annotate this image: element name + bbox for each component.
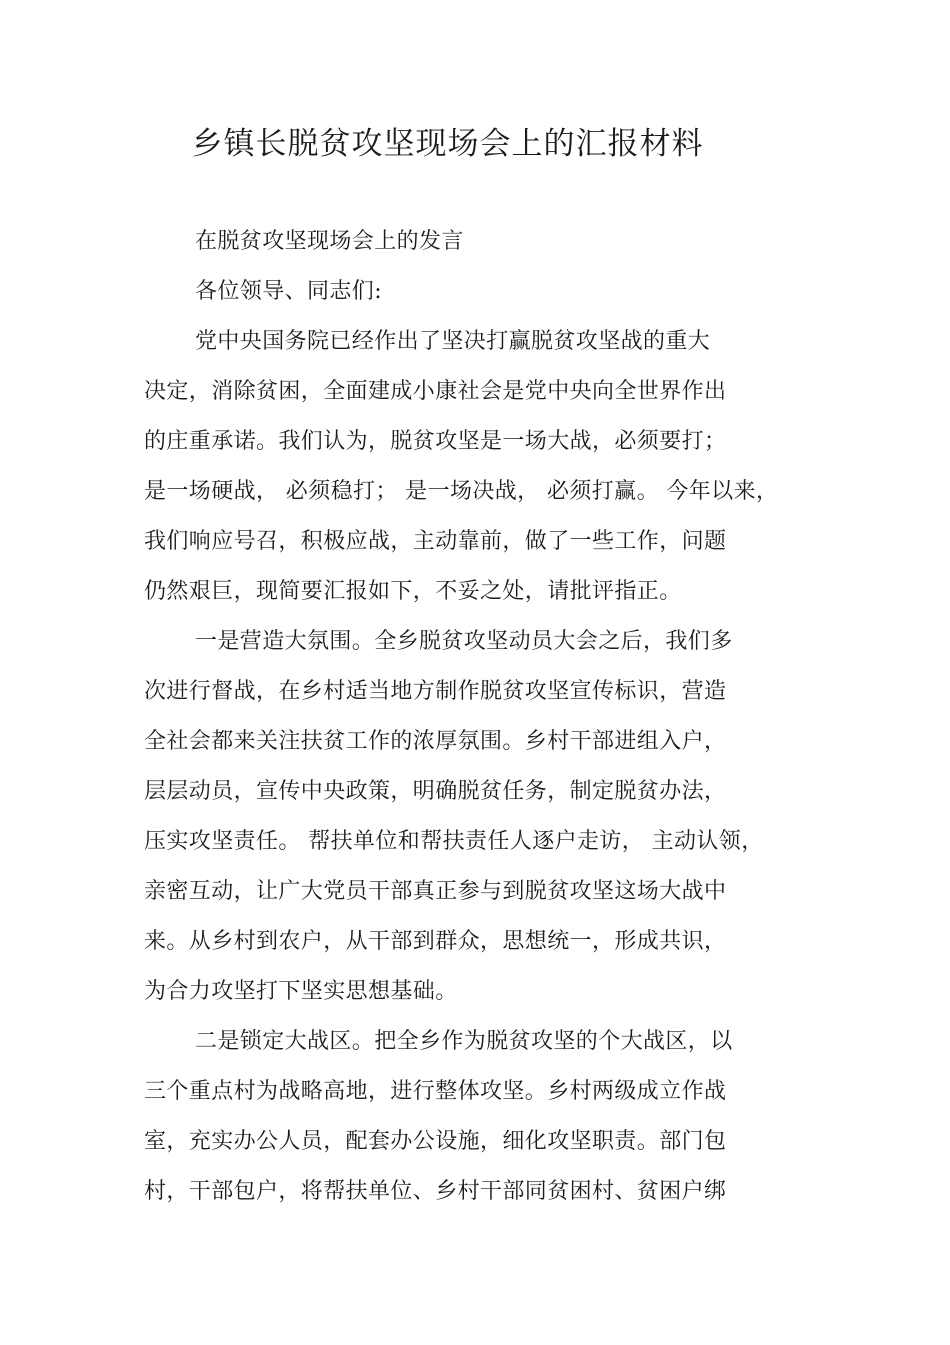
paragraph-line: 亲密互动，让广大党员干部真正参与到脱贫攻坚这场大战中 (144, 879, 727, 904)
paragraph-line: 一是营造大氛围。全乡脱贫攻坚动员大会之后，我们多 (195, 629, 733, 654)
salutation-line: 各位领导、同志们: (195, 279, 383, 304)
paragraph-line: 三个重点村为战略高地，进行整体攻坚。乡村两级成立作战 (144, 1079, 727, 1104)
paragraph-line: 村，干部包户，将帮扶单位、乡村干部同贫困村、贫困户绑 (144, 1179, 727, 1204)
paragraph-line: 决定，消除贫困，全面建成小康社会是党中央向全世界作出 (144, 379, 727, 404)
paragraph-line: 次进行督战，在乡村适当地方制作脱贫攻坚宣传标识，营造 (144, 679, 727, 704)
paragraph-line: 是一场硬战， 必须稳打； 是一场决战， 必须打赢。 今年以来， (144, 479, 779, 504)
paragraph-line: 来。从乡村到农户，从干部到群众，思想统一，形成共识， (144, 929, 727, 954)
subtitle-line: 在脱贫攻坚现场会上的发言 (195, 229, 464, 254)
paragraph-line: 压实攻坚责任。 帮扶单位和帮扶责任人逐户走访， 主动认领， (144, 829, 764, 854)
paragraph-line: 全社会都来关注扶贫工作的浓厚氛围。乡村干部进组入户， (144, 729, 727, 754)
paragraph-line: 党中央国务院已经作出了坚决打赢脱贫攻坚战的重大 (195, 329, 711, 354)
paragraph-line: 二是锁定大战区。把全乡作为脱贫攻坚的个大战区，以 (195, 1029, 733, 1054)
paragraph-line: 的庄重承诺。我们认为，脱贫攻坚是一场大战，必须要打； (144, 429, 727, 454)
paragraph-line: 我们响应号召，积极应战，主动靠前，做了一些工作，问题 (144, 529, 727, 554)
document-title: 乡镇长脱贫攻坚现场会上的汇报材料 (191, 126, 704, 162)
paragraph-line: 为合力攻坚打下坚实思想基础。 (144, 979, 458, 1004)
paragraph-line: 仍然艰巨，现简要汇报如下，不妥之处，请批评指正。 (144, 579, 682, 604)
paragraph-line: 层层动员，宣传中央政策，明确脱贫任务，制定脱贫办法， (144, 779, 727, 804)
paragraph-line: 室，充实办公人员，配套办公设施，细化攻坚职责。部门包 (144, 1129, 727, 1154)
